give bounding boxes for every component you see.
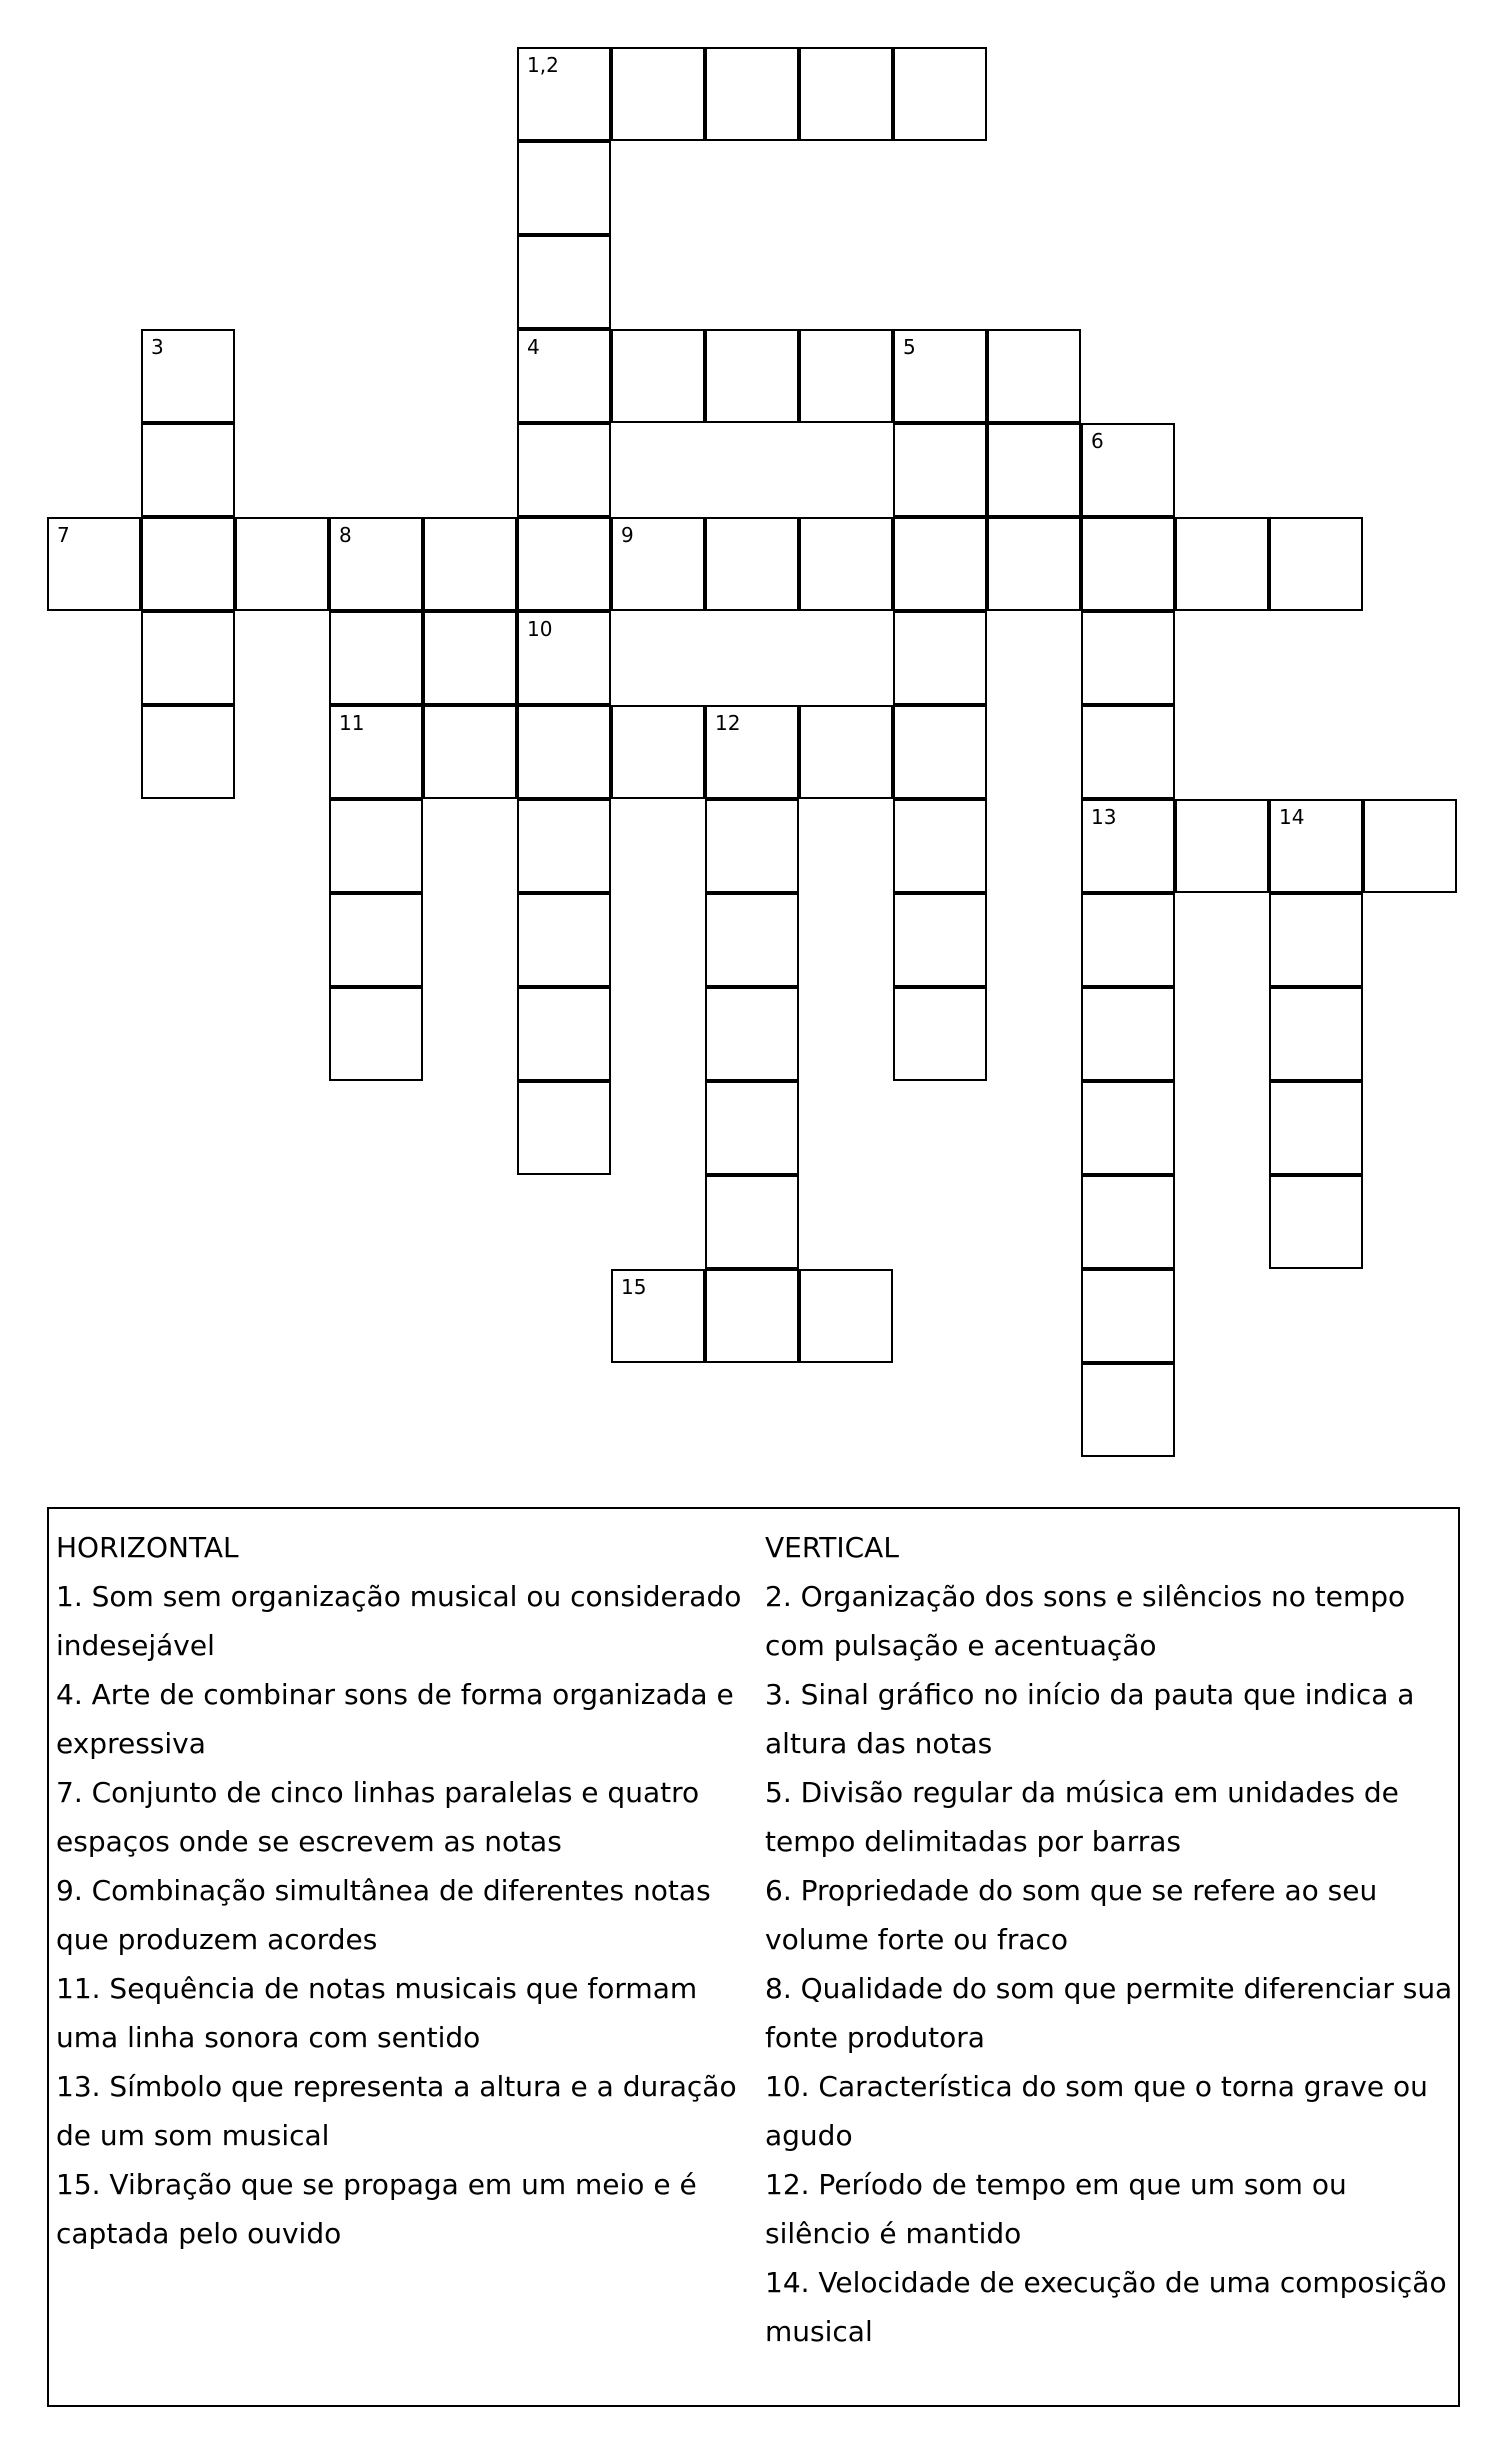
crossword-cell[interactable]	[799, 705, 893, 799]
clue-number: 1,2	[527, 53, 559, 77]
crossword-cell[interactable]	[329, 517, 423, 611]
clue-number: 13	[1091, 805, 1117, 829]
crossword-cell[interactable]	[329, 611, 423, 705]
clue-horizontal-15: 15. Vibração que se propaga em um meio e é captada pelo ouvido	[56, 2168, 697, 2250]
crossword-cell[interactable]	[611, 1269, 705, 1363]
horizontal-clues	[56, 1523, 756, 2258]
vertical-clues	[765, 1523, 1455, 2356]
crossword-cell[interactable]	[705, 1175, 799, 1269]
crossword-cell[interactable]	[799, 329, 893, 423]
clue-number: 3	[151, 335, 164, 359]
crossword-cell[interactable]	[517, 1081, 611, 1175]
clue-number: 15	[621, 1275, 647, 1299]
crossword-cell[interactable]	[987, 329, 1081, 423]
crossword-cell[interactable]	[799, 517, 893, 611]
crossword-cell[interactable]	[893, 987, 987, 1081]
crossword-cell[interactable]	[705, 517, 799, 611]
crossword-cell[interactable]	[1081, 705, 1175, 799]
crossword-cell[interactable]	[893, 893, 987, 987]
crossword-cell[interactable]	[517, 235, 611, 329]
clue-horizontal-4: 4. Arte de combinar sons de forma organizada e expressiva	[56, 1678, 734, 1760]
crossword-cell[interactable]	[423, 611, 517, 705]
crossword-cell[interactable]	[893, 329, 987, 423]
clue-number: 11	[339, 711, 365, 735]
crossword-cell[interactable]	[1175, 799, 1269, 893]
crossword-cell[interactable]	[1269, 1175, 1363, 1269]
crossword-cell[interactable]	[1269, 893, 1363, 987]
crossword-cell[interactable]	[329, 893, 423, 987]
crossword-cell[interactable]	[705, 1269, 799, 1363]
clue-vertical-12: 12. Período de tempo em que um som ou silêncio é mantido	[765, 2168, 1347, 2250]
clue-vertical-5: 5. Divisão regular da música em unidades de tempo delimitadas por barras	[765, 1776, 1399, 1858]
clue-number: 14	[1279, 805, 1305, 829]
crossword-cell[interactable]	[893, 47, 987, 141]
crossword-cell[interactable]	[329, 799, 423, 893]
clue-number: 5	[903, 335, 916, 359]
clue-vertical-14: 14. Velocidade de execução de uma composição musical	[765, 2266, 1447, 2348]
crossword-cell[interactable]	[517, 141, 611, 235]
crossword-cell[interactable]	[799, 1269, 893, 1363]
crossword-cell[interactable]	[611, 47, 705, 141]
crossword-cell[interactable]	[1081, 987, 1175, 1081]
clue-vertical-10: 10. Característica do som que o torna grave ou agudo	[765, 2070, 1428, 2152]
crossword-cell[interactable]	[517, 893, 611, 987]
crossword-cell[interactable]	[1175, 517, 1269, 611]
crossword-cell[interactable]	[329, 987, 423, 1081]
crossword-cell[interactable]	[611, 517, 705, 611]
crossword-cell[interactable]	[517, 423, 611, 517]
crossword-cell[interactable]	[1081, 1363, 1175, 1457]
crossword-cell[interactable]	[1269, 799, 1363, 893]
crossword-cell[interactable]	[705, 47, 799, 141]
clue-number: 8	[339, 523, 352, 547]
crossword-cell[interactable]	[1081, 1269, 1175, 1363]
vertical-heading: VERTICAL	[765, 1531, 899, 1564]
crossword-cell[interactable]	[517, 517, 611, 611]
crossword-cell[interactable]	[517, 799, 611, 893]
clue-vertical-8: 8. Qualidade do som que permite diferenciar sua fonte produtora	[765, 1972, 1453, 2054]
crossword-cell[interactable]	[517, 705, 611, 799]
clue-number: 10	[527, 617, 553, 641]
crossword-cell[interactable]	[987, 517, 1081, 611]
crossword-cell[interactable]	[517, 611, 611, 705]
clue-horizontal-13: 13. Símbolo que representa a altura e a duração de um som musical	[56, 2070, 737, 2152]
crossword-cell[interactable]	[423, 705, 517, 799]
clue-horizontal-7: 7. Conjunto de cinco linhas paralelas e quatro espaços onde se escrevem as notas	[56, 1776, 700, 1858]
crossword-cell[interactable]	[1269, 517, 1363, 611]
crossword-cell[interactable]	[1363, 799, 1457, 893]
crossword-cell[interactable]	[1081, 423, 1175, 517]
crossword-cell[interactable]	[1081, 1175, 1175, 1269]
crossword-cell[interactable]	[423, 517, 517, 611]
crossword-cell[interactable]	[1269, 987, 1363, 1081]
crossword-cell[interactable]	[987, 423, 1081, 517]
crossword-cell[interactable]	[47, 517, 141, 611]
crossword-cell[interactable]	[893, 423, 987, 517]
crossword-cell[interactable]	[705, 705, 799, 799]
crossword-cell[interactable]	[611, 329, 705, 423]
crossword-cell[interactable]	[705, 799, 799, 893]
crossword-cell[interactable]	[517, 987, 611, 1081]
clue-number: 12	[715, 711, 741, 735]
crossword-cell[interactable]	[705, 1081, 799, 1175]
clue-number: 6	[1091, 429, 1104, 453]
crossword-cell[interactable]	[799, 47, 893, 141]
clue-number: 4	[527, 335, 540, 359]
crossword-cell[interactable]	[1081, 799, 1175, 893]
crossword-cell[interactable]	[705, 893, 799, 987]
crossword-cell[interactable]	[893, 517, 987, 611]
crossword-cell[interactable]	[517, 47, 611, 141]
clue-number: 9	[621, 523, 634, 547]
clue-vertical-6: 6. Propriedade do som que se refere ao seu volume forte ou fraco	[765, 1874, 1378, 1956]
clue-horizontal-9: 9. Combinação simultânea de diferentes notas que produzem acordes	[56, 1874, 711, 1956]
crossword-cell[interactable]	[141, 329, 235, 423]
clues-box	[47, 1507, 1460, 2407]
crossword-cell[interactable]	[141, 705, 235, 799]
crossword-cell[interactable]	[1081, 1081, 1175, 1175]
crossword-cell[interactable]	[893, 611, 987, 705]
crossword-cell[interactable]	[329, 705, 423, 799]
crossword-cell[interactable]	[141, 517, 235, 611]
crossword-cell[interactable]	[1269, 1081, 1363, 1175]
crossword-cell[interactable]	[893, 799, 987, 893]
crossword-cell[interactable]	[1081, 611, 1175, 705]
crossword-cell[interactable]	[141, 423, 235, 517]
crossword-cell[interactable]	[705, 329, 799, 423]
horizontal-heading: HORIZONTAL	[56, 1531, 239, 1564]
crossword-cell[interactable]	[141, 611, 235, 705]
crossword-cell[interactable]	[1081, 517, 1175, 611]
clue-number: 7	[57, 523, 70, 547]
clue-vertical-3: 3. Sinal gráfico no início da pauta que indica a altura das notas	[765, 1678, 1415, 1760]
crossword-cell[interactable]	[517, 329, 611, 423]
crossword-cell[interactable]	[705, 987, 799, 1081]
crossword-cell[interactable]	[235, 517, 329, 611]
clue-horizontal-11: 11. Sequência de notas musicais que formam uma linha sonora com sentido	[56, 1972, 698, 2054]
crossword-cell[interactable]	[1081, 893, 1175, 987]
crossword-cell[interactable]	[893, 705, 987, 799]
clue-horizontal-1: 1. Som sem organização musical ou considerado indesejável	[56, 1580, 742, 1662]
crossword-cell[interactable]	[611, 705, 705, 799]
clue-vertical-2: 2. Organização dos sons e silêncios no tempo com pulsação e acentuação	[765, 1580, 1406, 1662]
